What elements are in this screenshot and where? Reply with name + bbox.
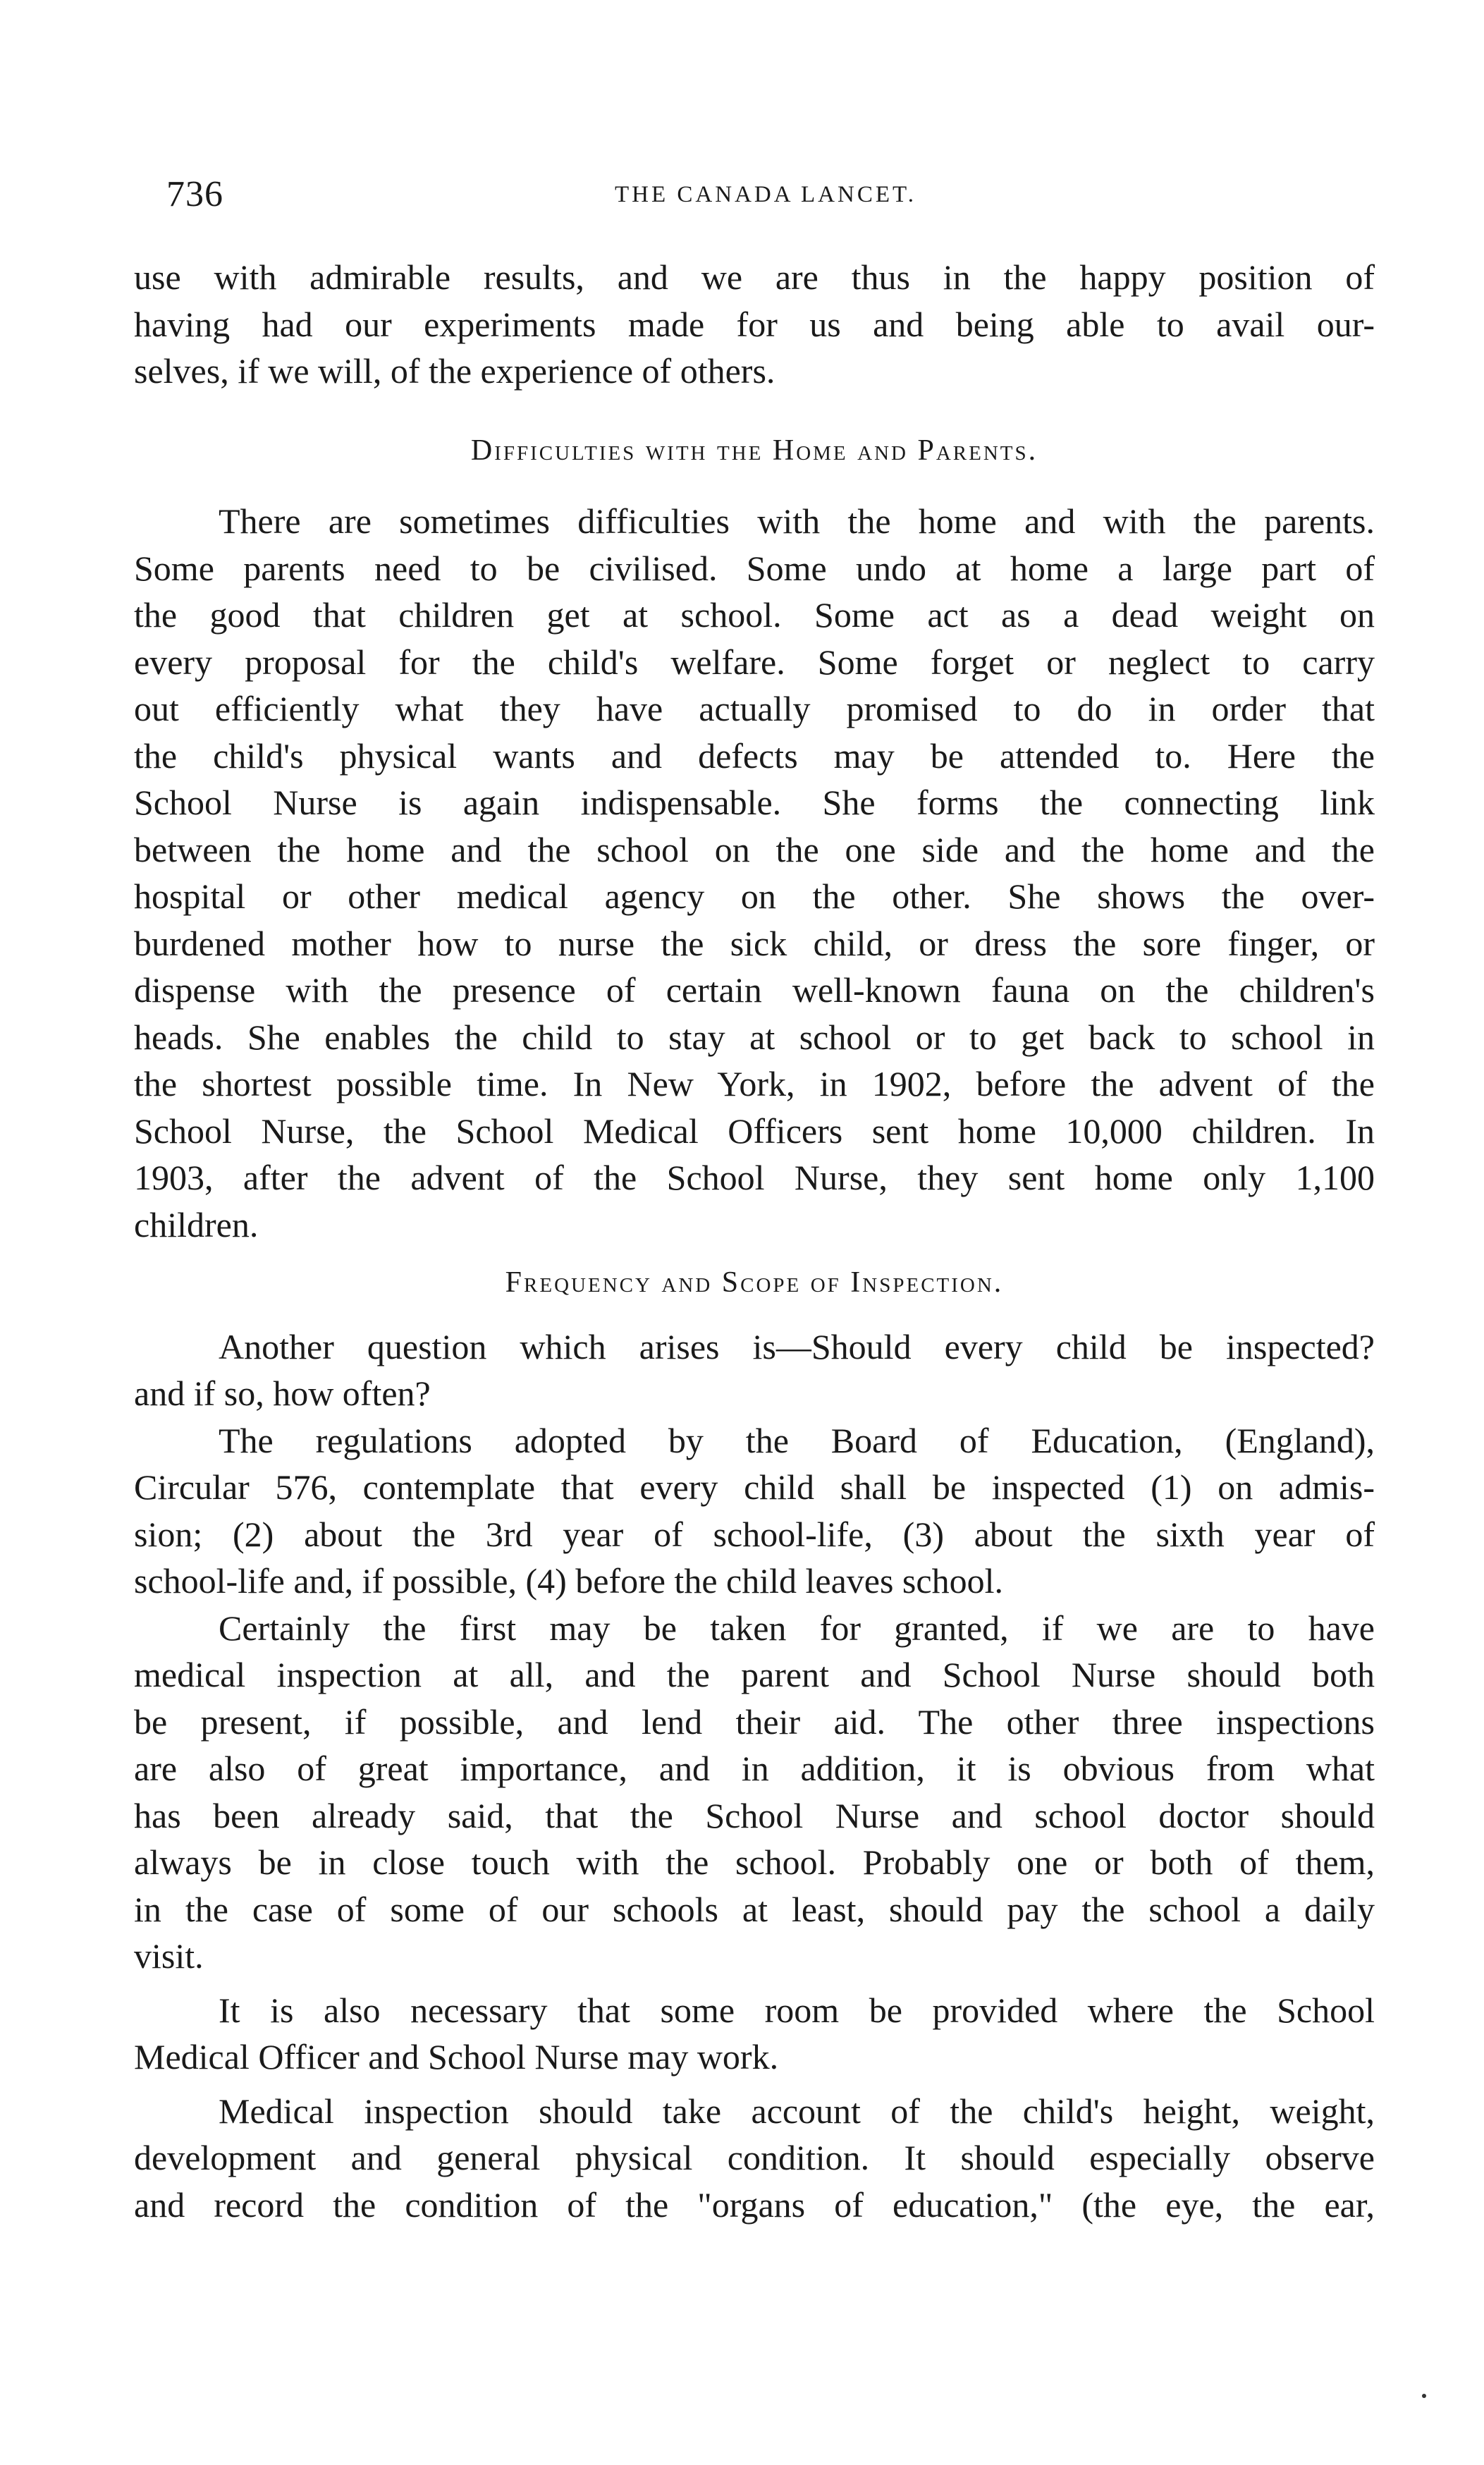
running-head: THE CANADA LANCET. [615,182,916,207]
text-line: heads. She enables the child to stay at school or to get back to school in [134,1017,1375,1057]
paragraph [134,1987,1375,2081]
text-line: burdened mother how to nurse the sick child, or dress the sore finger, or [134,923,1375,963]
text-line: development and general physical condition. It should especially observe [134,2138,1375,2177]
text-line: every proposal for the child's welfare. Some forget or neglect to carry [134,642,1375,682]
text-line: medical inspection at all, and the parent and School Nurse should both [134,1655,1375,1694]
text-line: hospital or other medical agency on the other. She shows the over- [134,876,1375,916]
section-heading: Frequency and Scope of Inspection. [505,1266,1004,1299]
text-line: Circular 576, contemplate that every child shall be inspected (1) on admis- [134,1467,1375,1507]
text-line: be present, if possible, and lend their aid. The other three inspections [134,1701,1375,1742]
text-line: Another question which arises is—Should every child be inspected? [219,1326,1375,1366]
text-line: It is also necessary that some room be provided where the School [219,1990,1375,2030]
paragraph [134,498,1375,1248]
text-line: visit. [134,1936,204,1976]
text-line: children. [134,1204,259,1244]
paragraph [134,1605,1375,1980]
text-line: are also of great importance, and in addition, it is obvious from what [134,1749,1375,1788]
text-line: Medical Officer and School Nurse may work. [134,2037,779,2076]
paragraph [134,1417,1375,1605]
text-line: 1903, after the advent of the School Nurse, they sent home only 1,100 [134,1158,1375,1197]
paragraph [134,254,1375,395]
text-line: in the case of some of our schools at least, should pay the school a daily [134,1889,1375,1929]
text-line: the child's physical wants and defects may be attended to. Here the [134,735,1375,776]
text-line: the good that children get at school. Some act as a dead weight on [134,595,1375,635]
text-line: the shortest possible time. In New York, in 1902, before the advent of the [134,1064,1375,1103]
paragraph [134,2088,1375,2229]
text-line: and if so, how often? [134,1374,431,1413]
text-line: dispense with the presence of certain well-known fauna on the children's [134,970,1375,1010]
text-line: selves, if we will, of the experience of others. [134,351,775,391]
page-number: 736 [166,174,223,214]
page-speck-dot [1422,2394,1426,2398]
text-line: use with admirable results, and we are thus in the happy position of [134,257,1375,297]
text-line: School Nurse, the School Medical Officers sent home 10,000 children. In [134,1111,1375,1151]
text-line: sion; (2) about the 3rd year of school-life, (3) about the sixth year of [134,1514,1375,1554]
text-line: Some parents need to be civilised. Some undo at home a large part of [134,548,1375,588]
section-heading: Difficulties with the Home and Parents. [470,434,1038,467]
body-text [134,254,1375,2228]
text-line: Certainly the first may be taken for granted, if we are to have [219,1608,1375,1648]
text-line: between the home and the school on the one side and the home and the [134,829,1375,869]
page-header [166,173,1365,216]
text-line: Medical inspection should take account of the child's height, weight, [219,2091,1375,2131]
text-line: The regulations adopted by the Board of Education, (England), [219,1420,1375,1460]
text-line: having had our experiments made for us and being able to avail our- [134,304,1375,344]
paragraph [134,1323,1375,1417]
text-line: always be in close touch with the school. Probably one or both of them, [134,1842,1375,1882]
text-line: has been already said, that the School Nurse and school doctor should [134,1795,1375,1835]
text-line: School Nurse is again indispensable. She forms the connecting link [134,783,1375,822]
text-line: There are sometimes difficulties with the home and with the parents. [219,501,1375,541]
text-line: out efficiently what they have actually promised to do in order that [134,689,1375,728]
text-line: and record the condition of the "organs of education," (the eye, the ear, [134,2184,1375,2225]
text-line: school-life and, if possible, (4) before the child leaves school. [134,1561,1003,1601]
